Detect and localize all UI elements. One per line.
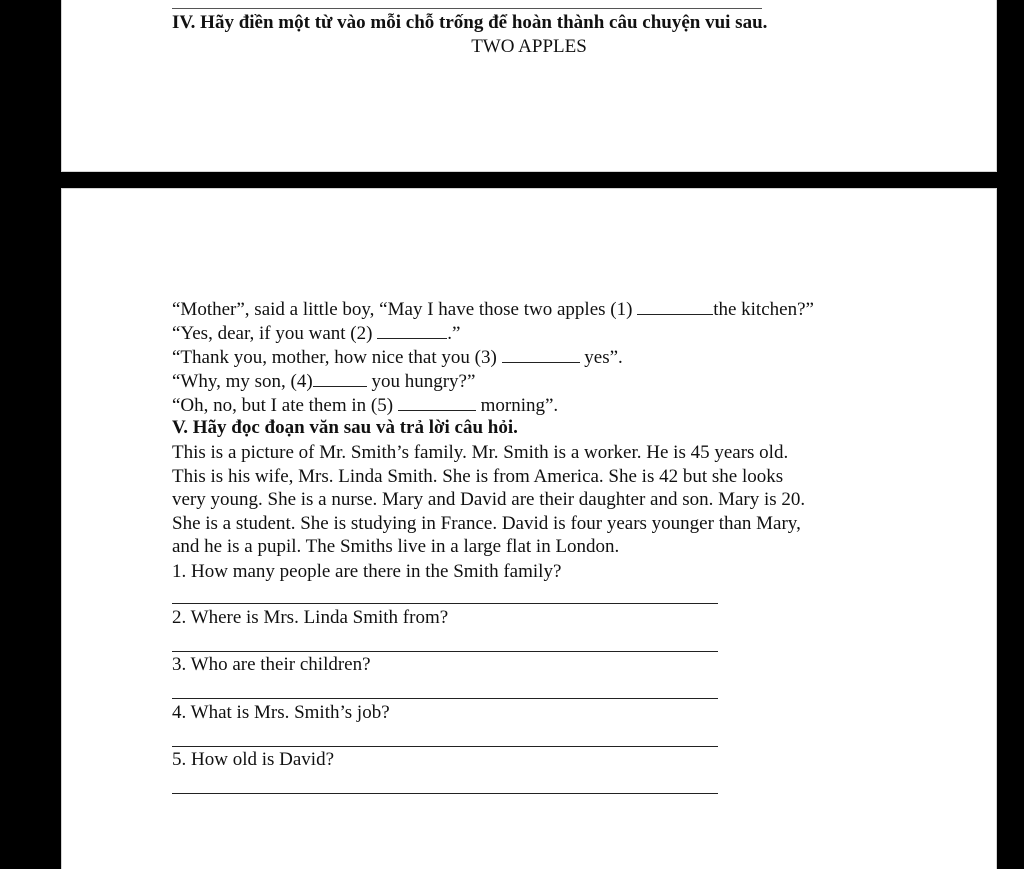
blank-1 [637, 298, 713, 315]
answer-line-3 [172, 698, 718, 699]
paragraph-line: She is a student. She is studying in France. David is four years younger than Mary, [172, 512, 801, 534]
paragraph-line: and he is a pupil. The Smiths live in a large flat in London. [172, 536, 620, 557]
story-line-text: “Yes, dear, if you want (2) [172, 323, 378, 344]
story-line-text: you hungry?” [366, 371, 476, 392]
story-line-4 [172, 370, 475, 393]
story-title: TWO APPLES [471, 36, 587, 57]
story-line-1 [172, 298, 814, 321]
story-line-text: the kitchen?” [713, 299, 814, 320]
blank-5 [398, 394, 476, 411]
story-line-3 [172, 346, 623, 369]
section-v-heading: V. Hãy đọc đoạn văn sau và trả lời câu hỏi. [172, 417, 518, 438]
answer-line-5 [172, 793, 718, 794]
story-line-text: morning”. [475, 395, 559, 416]
story-line-5 [172, 394, 558, 417]
story-line-2 [172, 322, 460, 345]
paragraph-line: This is a picture of Mr. Smith’s family. Mr. Smith is a worker. He is 45 years old. [172, 442, 789, 463]
story-line-text: “Mother”, said a little boy, “May I have those two apples (1) [172, 299, 638, 320]
answer-line-2 [172, 651, 718, 652]
story-line-text: .” [447, 323, 461, 344]
reading-paragraph [172, 441, 892, 559]
question-1: 1. How many people are there in the Smith family? [172, 561, 562, 582]
blank-4 [313, 370, 367, 387]
question-3: 3. Who are their children? [172, 654, 371, 675]
story-line-text: “Thank you, mother, how nice that you (3) [172, 347, 502, 368]
paragraph-line: This is his wife, Mrs. Linda Smith. She is from America. She is 42 but she looks [172, 465, 784, 487]
paragraph-line: very young. She is a nurse. Mary and David are their daughter and son. Mary is 20. [172, 489, 806, 510]
answer-line-4 [172, 746, 718, 747]
document-page-2 [62, 189, 996, 869]
question-5: 5. How old is David? [172, 749, 335, 770]
question-4: 4. What is Mrs. Smith’s job? [172, 702, 390, 723]
story-line-text: yes”. [579, 347, 623, 368]
section-iv-heading: IV. Hãy điền một từ vào mỗi chỗ trống để hoàn thành câu chuyện vui sau. [172, 12, 768, 33]
story-line-text: “Why, my son, (4) [172, 371, 313, 392]
document-page-1 [62, 0, 996, 171]
story-line-text: “Oh, no, but I ate them in (5) [172, 395, 398, 416]
question-2: 2. Where is Mrs. Linda Smith from? [172, 607, 449, 628]
blank-3 [502, 346, 580, 363]
answer-line-1 [172, 603, 718, 604]
blank-2 [377, 322, 447, 339]
top-rule [172, 8, 762, 9]
